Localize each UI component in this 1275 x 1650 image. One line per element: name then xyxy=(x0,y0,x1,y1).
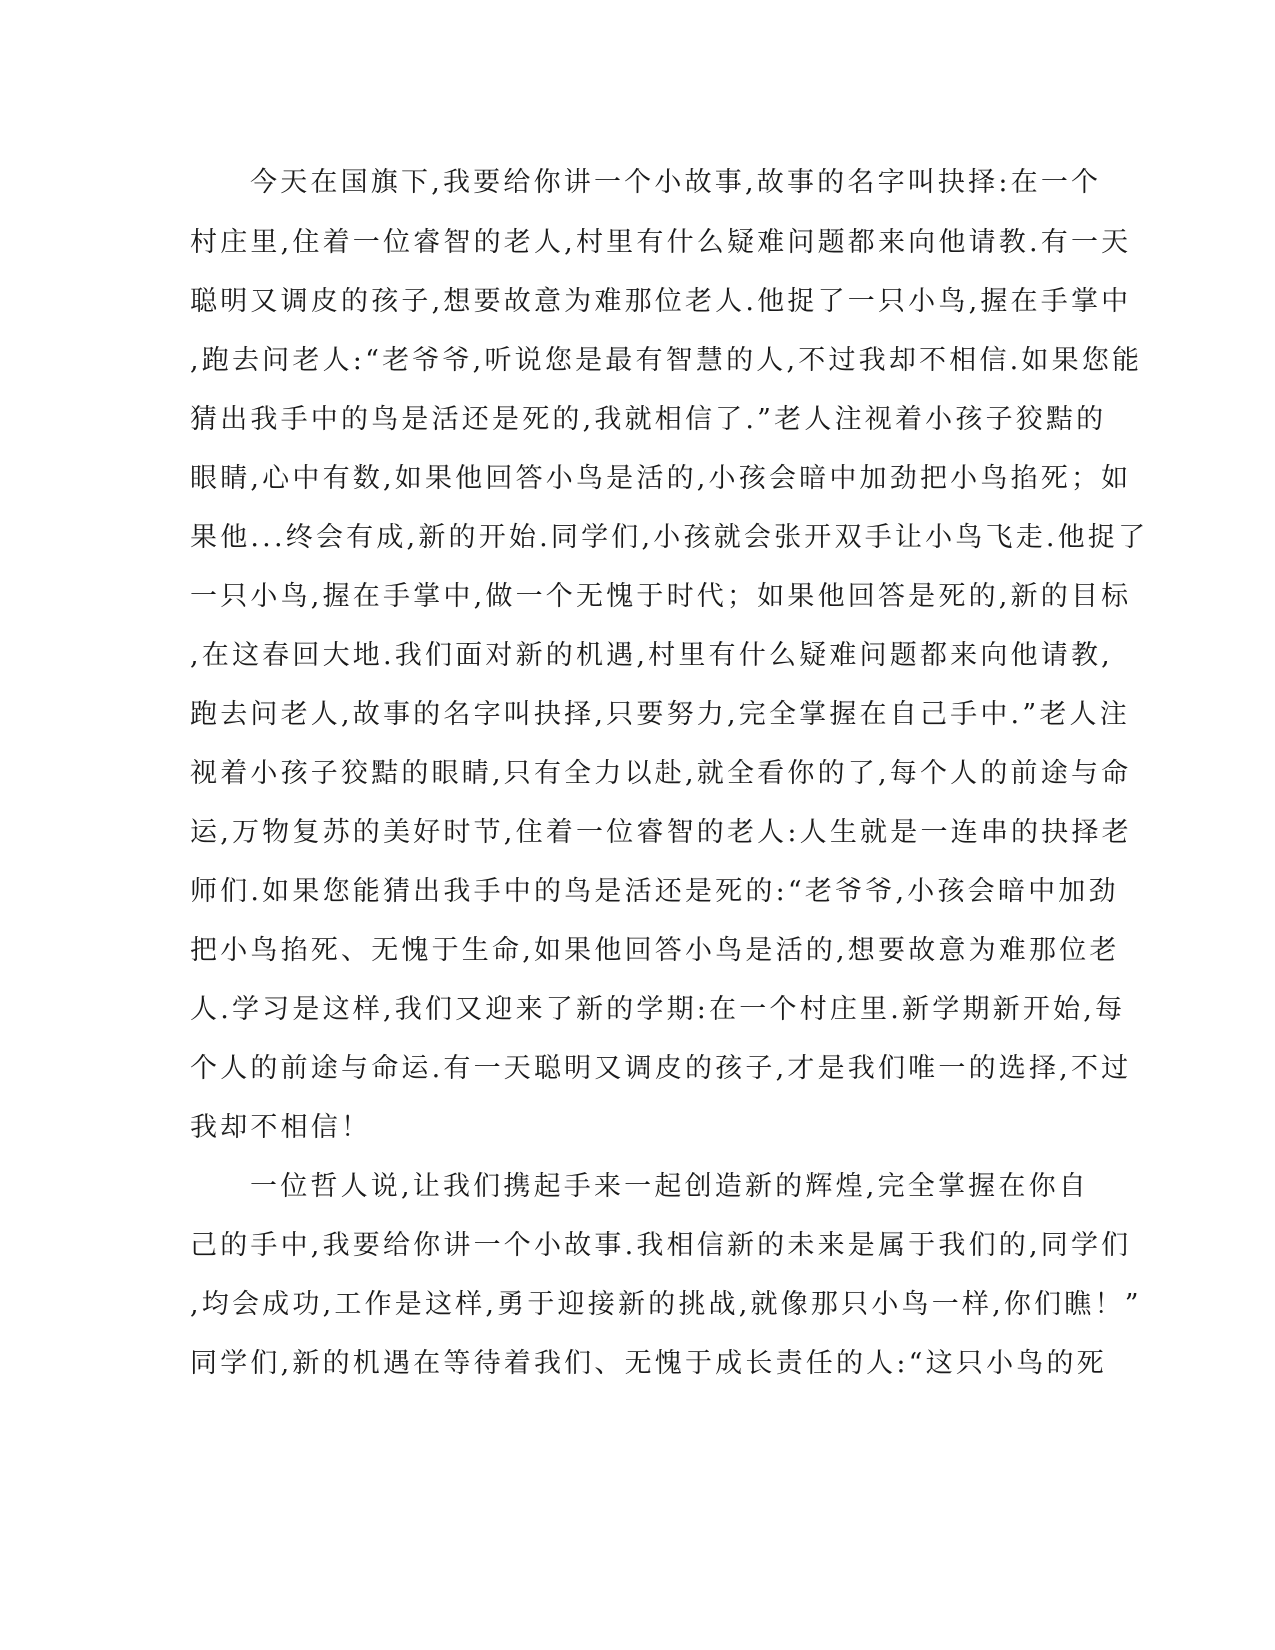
text-line: 视着小孩子狡黠的眼睛,只有全力以赴,就全看你的了,每个人的前途与命 xyxy=(190,758,1132,789)
text-line: 跑去问老人,故事的名字叫抉择,只要努力,完全掌握在自己手中.”老人注 xyxy=(190,699,1130,730)
text-line: 人.学习是这样,我们又迎来了新的学期:在一个村庄里.新学期新开始,每 xyxy=(190,994,1126,1025)
text-line: 师们.如果您能猜出我手中的鸟是活还是死的:“老爷爷,小孩会暗中加劲 xyxy=(190,876,1119,907)
text-line: 一位哲人说,让我们携起手来一起创造新的辉煌,完全掌握在你自 xyxy=(250,1171,1089,1202)
text-line: ,均会成功,工作是这样,勇于迎接新的挑战,就像那只小鸟一样,你们瞧！” xyxy=(190,1289,1142,1320)
text-line: 村庄里,住着一位睿智的老人,村里有什么疑难问题都来向他请教.有一天 xyxy=(190,227,1132,258)
text-line: ,在这春回大地.我们面对新的机遇,村里有什么疑难问题都来向他请教, xyxy=(190,640,1113,671)
text-line: 同学们,新的机遇在等待着我们、无愧于成长责任的人:“这只小鸟的死 xyxy=(190,1348,1107,1379)
text-line: 个人的前途与命运.有一天聪明又调皮的孩子,才是我们唯一的选择,不过 xyxy=(190,1053,1132,1084)
text-line: ,跑去问老人:“老爷爷,听说您是最有智慧的人,不过我却不相信.如果您能 xyxy=(190,345,1143,376)
text-line: 今天在国旗下,我要给你讲一个小故事,故事的名字叫抉择:在一个 xyxy=(250,167,1102,198)
text-line: 运,万物复苏的美好时节,住着一位睿智的老人:人生就是一连串的抉择老 xyxy=(190,817,1132,848)
text-line: 果他...终会有成,新的开始.同学们,小孩就会张开双手让小鸟飞走.他捉了 xyxy=(190,522,1149,553)
text-line: 我却不相信！ xyxy=(190,1112,372,1143)
text-line: 聪明又调皮的孩子,想要故意为难那位老人.他捉了一只小鸟,握在手掌中 xyxy=(190,286,1132,317)
text-line: 眼睛,心中有数,如果他回答小鸟是活的,小孩会暗中加劲把小鸟掐死；如 xyxy=(190,463,1132,494)
text-line: 己的手中,我要给你讲一个小故事.我相信新的未来是属于我们的,同学们 xyxy=(190,1230,1132,1261)
text-line: 把小鸟掐死、无愧于生命,如果他回答小鸟是活的,想要故意为难那位老 xyxy=(190,935,1120,966)
text-line: 猜出我手中的鸟是活还是死的,我就相信了.”老人注视着小孩子狡黠的 xyxy=(190,404,1107,435)
text-line: 一只小鸟,握在手掌中,做一个无愧于时代；如果他回答是死的,新的目标 xyxy=(190,581,1132,612)
